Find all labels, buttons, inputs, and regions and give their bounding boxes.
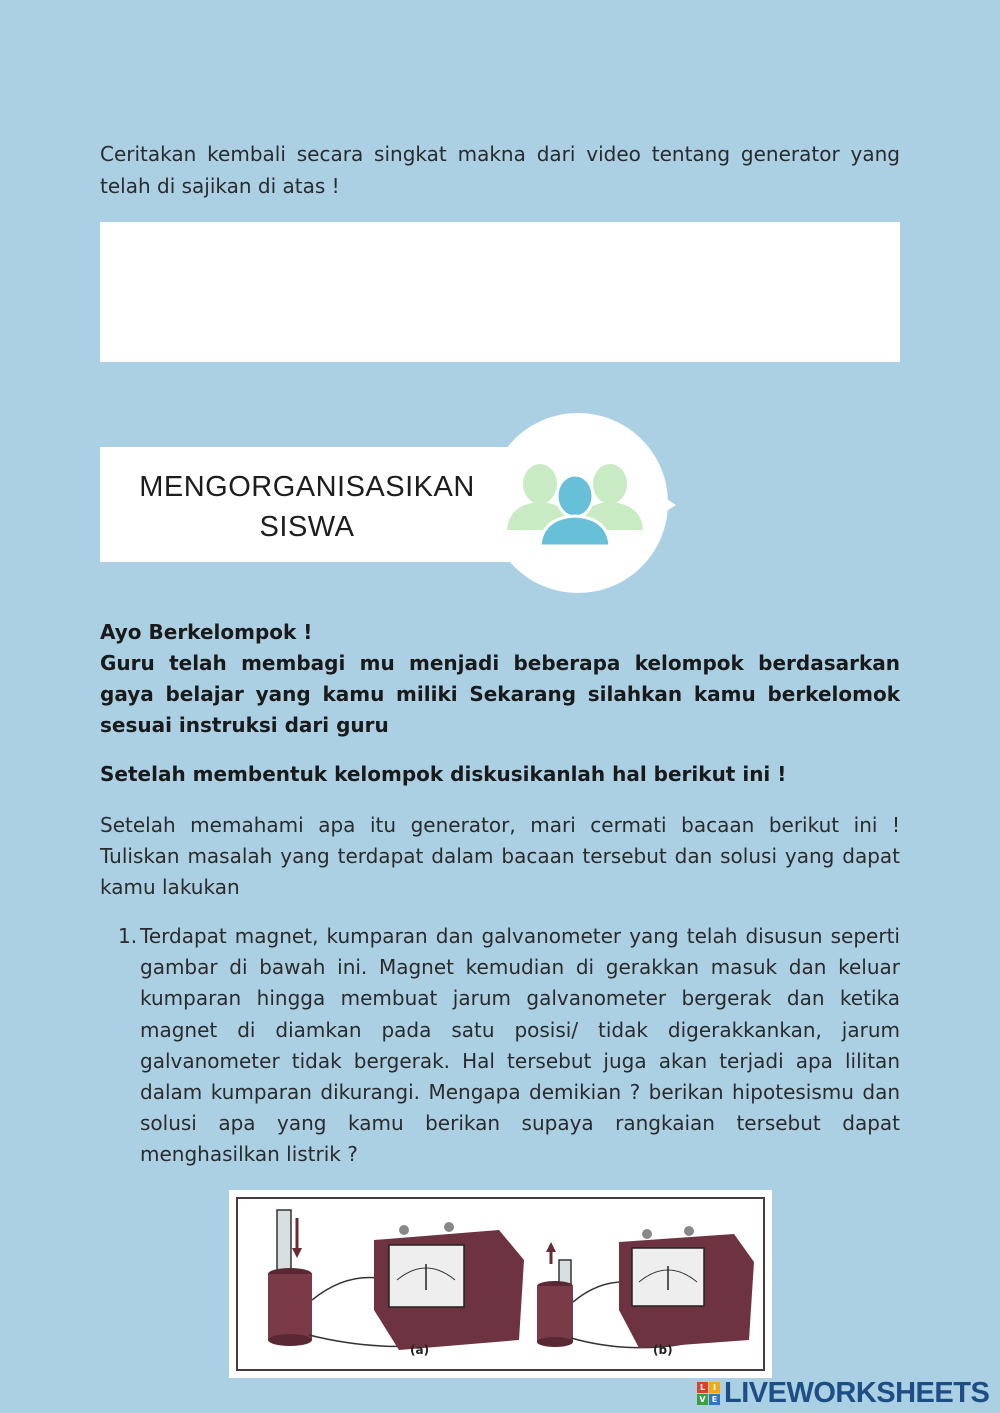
list-item-number: 1. [118, 924, 138, 948]
logo-letter-i: I [709, 1382, 720, 1393]
logo-letter-l: L [697, 1382, 708, 1393]
answer-text-box[interactable] [100, 222, 900, 362]
magnet-coil-galvanometer-illustration [229, 1190, 772, 1378]
intro-question: Ceritakan kembali secara singkat makna dari video tentang generator yang telah di sajikan di atas ! [100, 142, 900, 198]
figure-label-b: (b) [653, 1343, 673, 1357]
banner-title-line-2: SISWA [259, 511, 355, 543]
brand-name: LIVEWORKSHEETS [724, 1376, 990, 1409]
section-banner [100, 447, 550, 562]
logo-letter-v: V [697, 1394, 708, 1405]
figure-label-a: (a) [410, 1343, 430, 1357]
section-title: Ayo Berkelompok ! [100, 620, 313, 644]
banner-title [122, 467, 492, 547]
logo-letter-e: E [709, 1394, 720, 1405]
reading-instruction: Setelah memahami apa itu generator, mari cermati bacaan berikut ini ! Tuliskan masalah yang terdapat dalam bacaan tersebut dan solusi yang dapat kamu lakukan [100, 813, 900, 899]
group-instruction: Guru telah membagi mu menjadi beberapa kelompok berdasarkan gaya belajar yang kamu miliki Sekarang silahkan kamu berkelomok sesuai instruksi dari guru [100, 651, 900, 737]
discussion-heading: Setelah membentuk kelompok diskusikanlah hal berikut ini ! [100, 762, 787, 786]
generator-figure [229, 1190, 772, 1378]
banner-circle-pointer [662, 496, 676, 514]
liveworksheets-logo-icon [697, 1382, 720, 1405]
group-of-people-icon [505, 458, 655, 548]
banner-title-line-1: MENGORGANISASIKAN [139, 471, 475, 503]
list-item-text: Terdapat magnet, kumparan dan galvanometer yang telah disusun seperti gambar di bawah ini. Magnet kemudian di gerakkan masuk dan keluar kumparan hingga membuat jarum galvanometer bergerak dan ketika magnet di diamkan pada satu posisi/ tidak digerakkankan, jarum galvanometer tidak bergerak. Hal tersebut juga akan terjadi apa lilitan dalam kumparan dikurangi. Mengapa demikian ? berikan hipotesismu dan solusi apa yang kamu berikan supaya rangkaian tersebut dapat menghasilkan listrik ? [140, 924, 900, 1167]
liveworksheets-brand [697, 1376, 989, 1410]
